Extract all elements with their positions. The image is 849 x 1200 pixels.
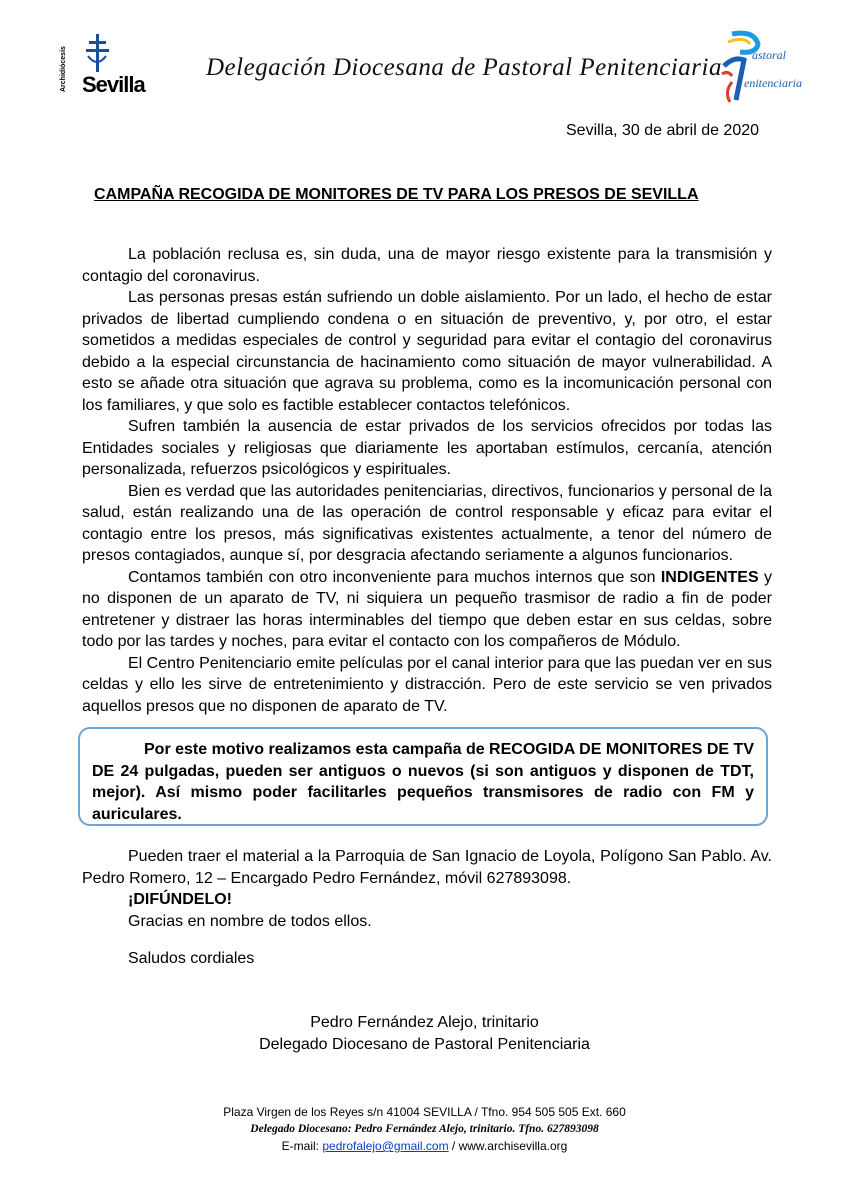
paragraph: Sufren también la ausencia de estar privados de los servicios ofrecidos por todas las Entidades sociales y religiosas que diariamente les aportaban estímulos, cercanía, atención personalizada, refuerzos psicológicos y espirituales.	[82, 418, 772, 478]
email-label: E-mail:	[281, 1139, 323, 1153]
letter-date: Sevilla, 30 de abril de 2020	[566, 122, 760, 139]
website-text: / www.archisevilla.org	[448, 1139, 568, 1153]
logo-word-pastoral: astoral	[752, 48, 787, 62]
paragraph-text: Contamos también con otro inconveniente para muchos internos que son	[128, 568, 661, 586]
callout-text: Por este motivo realizamos esta campaña de RECOGIDA DE MONITORES DE TV DE 24 pulgadas, pueden ser antiguos o nuevos (si son antiguos y disponen de TDT, mejor). Así mismo poder facilitarles pequeños transmisores de radio con FM y auriculares.	[92, 741, 754, 823]
archidiocesis-sevilla-logo	[58, 32, 145, 97]
signature-block	[0, 1012, 849, 1056]
email-link[interactable]: pedrofalejo@gmail.com	[322, 1139, 449, 1153]
footer	[0, 1104, 849, 1155]
logo-word-penitenciaria: enitenciaria	[744, 76, 802, 90]
footer-address: Plaza Virgen de los Reyes s/n 41004 SEVILLA / Tfno. 954 505 505 Ext. 660	[223, 1105, 626, 1119]
thanks-line: Gracias en nombre de todos ellos.	[128, 912, 372, 930]
pastoral-emblem-icon	[714, 30, 806, 106]
logo-vertical-text: Archidiócesis	[60, 46, 67, 92]
signer-role: Delegado Diocesano de Pastoral Penitenciaria	[259, 1036, 590, 1053]
paragraph: Bien es verdad que las autoridades penitenciarias, directivos, funcionarios y personal de la salud, están realizando una de las operación de control responsable y eficaz para evitar el contagio entre los presos, más significativas existentes actualmente, a tenor del número de presos contagiados, aunque sí, por desgracia afectando seriamente a algunos funcionarios.	[82, 482, 772, 564]
campaign-title: CAMPAÑA RECOGIDA DE MONITORES DE TV PARA LOS PRESOS DE SEVILLA	[94, 186, 699, 203]
letter-body	[82, 244, 772, 717]
paragraph: El Centro Penitenciario emite películas por el canal interior para que las puedan ver en sus celdas y ello les sirve de entretenimiento y distracción. Pero de este servicio se ven privados aquellos presos que no disponen de aparato de TV.	[82, 654, 772, 715]
pastoral-penitenciaria-logo	[714, 30, 806, 106]
delegation-title: Delegación Diocesana de Pastoral Penitenciaria	[206, 54, 722, 81]
paragraph-text: y no disponen de un aparato de TV, ni siquiera un pequeño trasmisor de radio a fin de poder entretener y distraer las horas interminables del tiempo que deben estar en sus celdas, sobre todo por las tardes y noches, para evitar el contacto con los compañeros de Módulo.	[82, 568, 772, 650]
paragraph: Pueden traer el material a la Parroquia de San Ignacio de Loyola, Polígono San Pablo. Av. Pedro Romero, 12 – Encargado Pedro Fernández, móvil 627893098.	[82, 848, 772, 887]
signer-name: Pedro Fernández Alejo, trinitario	[310, 1014, 539, 1031]
footer-delegate: Delegado Diocesano: Pedro Fernández Alejo, trinitario. Tfno. 627893098	[250, 1123, 599, 1135]
paragraph	[82, 567, 772, 653]
logo-word: Sevilla	[82, 72, 145, 97]
letterhead	[0, 0, 849, 110]
share-callout: ¡DIFÚNDELO!	[128, 891, 232, 908]
paragraph: Las personas presas están sufriendo un doble aislamiento. Por un lado, el hecho de estar privados de libertad cumpliendo condena o en situación de preventivo, y, por otro, el estar sometidos a medidas especiales de control y seguridad para evitar el contagio del coronavirus debido a la especial circunstancia de hacinamiento como situación de mayor vulnerabilidad. A esto se añade otra situación que agrava su problema, como es la incomunicación personal con los familiares, y que solo es factible establecer contactos telefónicos.	[82, 289, 772, 414]
footer-contact	[0, 1138, 849, 1155]
closing-salutation: Saludos cordiales	[128, 950, 255, 967]
delivery-info	[82, 846, 772, 932]
paragraph: La población reclusa es, sin duda, una de mayor riesgo existente para la transmisión y contagio del coronavirus.	[82, 246, 772, 285]
bold-term: INDIGENTES	[660, 568, 759, 586]
campaign-callout-box	[78, 727, 768, 826]
